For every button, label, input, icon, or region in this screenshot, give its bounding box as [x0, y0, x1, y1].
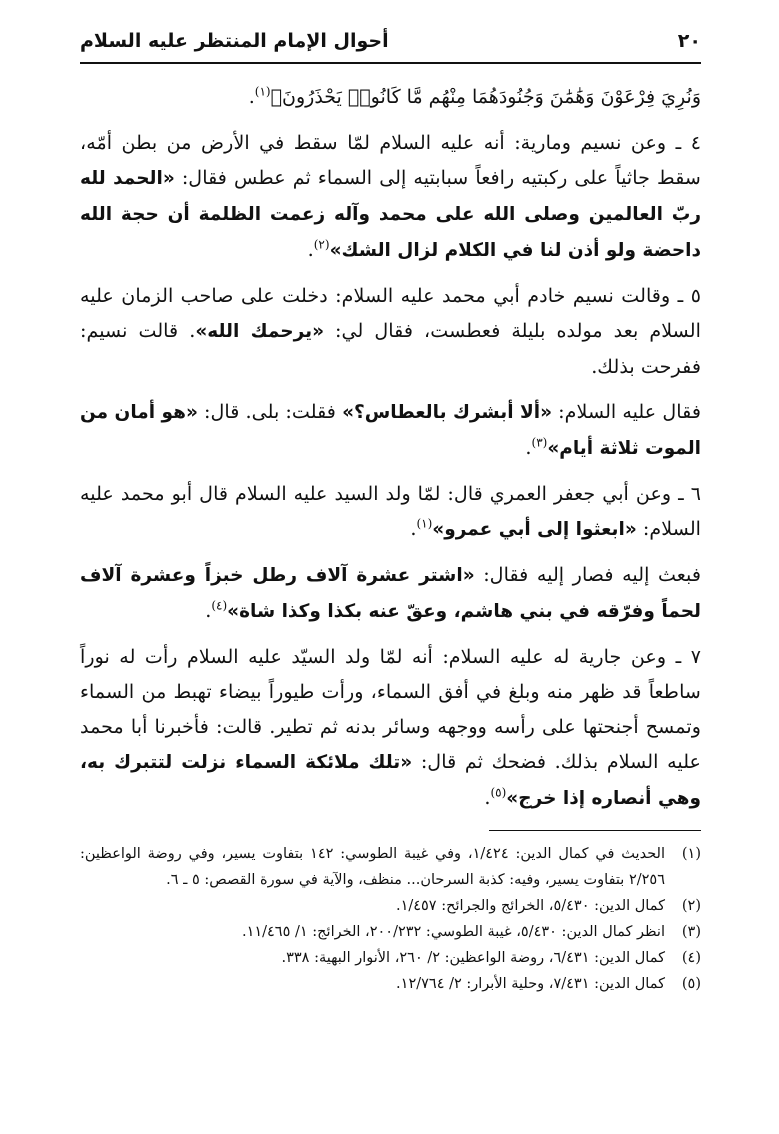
footnote-1 [80, 841, 701, 893]
footnote-number: (٣) [681, 924, 701, 940]
quran-text: وَنُرِيَ فِرْعَوْنَ وَهَٰمَٰنَ وَجُنُودَهُمَا مِنْهُم مَّا كَانُوا۟ يَحْذَرُونَ﴾ [270, 86, 701, 108]
footnote-4 [80, 945, 701, 971]
paragraph-5 [80, 278, 701, 384]
running-title: أحوال الإمام المنتظر عليه السلام [80, 30, 389, 52]
quoted-speech: «ابعثوا إلى أبي عمرو» [432, 519, 637, 540]
quoted-speech: «الحمد لله ربّ العالمين وصلى الله على محمد وآله زعمت الظلمة أن حجة الله داحضة ولو أذن لنا في الكلام لزال الشك» [80, 168, 701, 261]
paragraph-text: ٧ ـ وعن جارية له عليه السلام: أنه لمّا ولد السيّد عليه السلام رأت له نوراً ساطعاً قد ظهر منه وبلغ في أفق السماء، ورأت طيوراً بيضاء تهبط من السماء وتمسح أجنحتها على رأسه ووجهه وسائر بدنه ثم تطير. قالت: فأخبرنا أبا محمد عليه السلام بذلك. فضحك ثم قال: [80, 645, 702, 773]
footnotes [80, 841, 701, 997]
quoted-speech: «هو أمان من الموت ثلاثة أيام» [80, 402, 701, 459]
footnote-ref: (٢) [313, 237, 330, 252]
paragraph-text: فقال عليه السلام: [552, 400, 701, 423]
footnote-ref: (٤) [211, 598, 228, 613]
footnote-number: (٥) [681, 976, 701, 992]
paragraph-text: ٦ ـ وعن أبي جعفر العمري قال: لمّا ولد السيد عليه السلام قال أبو محمد عليه السلام: [80, 482, 701, 540]
paragraph-text: . قالت نسيم: ففرحت بذلك. [80, 319, 701, 378]
footnote-5 [80, 971, 701, 997]
page-header [80, 26, 701, 64]
footnote-ref: (٣) [531, 435, 548, 450]
paragraph-5-cont: فقال عليه السلام: «ألا أبشرك بالعطاس؟» فقلت: بلى. قال: «هو أمان من الموت ثلاثة أيام»$^{(٣)}$. [80, 400, 701, 459]
paragraph-text: ٤ ـ وعن نسيم ومارية: أنه عليه السلام لمّا سقط في الأرض من بطن أمّه، سقط جاثياً على ركبتيه رافعاً سبابتيه إلى السماء ثم عطس فقال: [80, 131, 701, 189]
paragraph-6: ٦ ـ وعن أبي جعفر العمري قال: لمّا ولد السيد عليه السلام قال أبو محمد عليه السلام: «ابعثوا إلى أبي عمرو»$^{(١)}$. [80, 482, 701, 540]
quoted-speech: «يرحمك الله» [195, 321, 325, 342]
page-number: ٢٠ [677, 30, 701, 52]
quoted-speech: «اشتر عشرة آلاف رطل خبزاً وعشرة آلاف لحماً وفرّقه في بني هاشم، وعقّ عنه بكذا وكذا شاة» [80, 565, 701, 622]
footnote-text: كمال الدين: ٧/٤٣١، وحلية الأبرار: ٢/ ١٢/٧٦٤. [396, 976, 665, 992]
footnote-text: انظر كمال الدين: ٥/٤٣٠، غيبة الطوسي: ٢٠٠/٢٣٢، الخرائج: ١/ ١١/٤٦٥. [241, 924, 665, 940]
footnote-3 [80, 919, 701, 945]
paragraph-7: ٧ ـ وعن جارية له عليه السلام: أنه لمّا ولد السيّد عليه السلام رأت له نوراً ساطعاً قد ظهر منه وبلغ في أفق السماء، ورأت طيوراً بيضاء تهبط من السماء وتمسح أجنحتها على رأسه ووجهه وسائر بدنه ثم تطير. قالت: فأخبرنا أبا محمد عليه السلام بذلك. فضحك ثم قال: «تلك ملائكة السماء نزلت لتتبرك به، وهي أنصاره إذا خرج»$^{(٥)}$. [80, 645, 702, 809]
footnote-number: (٤) [681, 950, 701, 966]
footnote-number: (١) [681, 846, 701, 862]
main-text [80, 80, 701, 816]
paragraph-6-cont: فبعث إليه فصار إليه فقال: «اشتر عشرة آلاف رطل خبزاً وعشرة آلاف لحماً وفرّقه في بني هاشم، وعقّ عنه بكذا وكذا شاة»$^{(٤)}$. [80, 563, 701, 622]
paragraph-text: فقلت: بلى. قال: [197, 400, 343, 423]
quoted-speech: «ألا أبشرك بالعطاس؟» [342, 402, 553, 423]
footnote-2 [80, 893, 701, 919]
footnote-text: كمال الدين: ٦/٤٣١، روضة الواعظين: ٢/ ٢٦٠، الأنوار البهية: ٣٣٨. [281, 950, 665, 966]
quoted-speech: «تلك ملائكة السماء نزلت لتتبرك به، وهي أنصاره إذا خرج» [80, 752, 701, 809]
quran-verse: وَنُرِيَ فِرْعَوْنَ وَهَٰمَٰنَ وَجُنُودَهُمَا مِنْهُم مَّا كَانُوا۟ يَحْذَرُونَ﴾$^{(١)}$. [248, 84, 701, 108]
footnote-number: (٢) [681, 898, 701, 914]
footnote-ref: (٥) [490, 785, 507, 800]
footnote-ref: (١) [254, 84, 271, 99]
paragraph-text: فبعث إليه فصار إليه فقال: [474, 563, 701, 586]
footnote-text: كمال الدين: ٥/٤٣٠، الخرائج والجرائح: ١/٤٥٧. [395, 898, 665, 914]
footnote-separator [489, 830, 701, 831]
paragraph-text: ٥ ـ وقالت نسيم خادم أبي محمد عليه السلام: دخلت على صاحب الزمان عليه السلام بعد مولده بليلة فعطست، فقال لي: [80, 284, 701, 342]
footnote-text: الحديث في كمال الدين: ١/٤٢٤، وفي غيبة الطوسي: ١٤٢ بتفاوت يسير، وفي روضة الواعظين: ٢/٢٥٦ بتفاوت يسير، وفيه: كذبة السرحان... منظف، والآية في سورة القصص: ٥ ـ ٦. [80, 846, 665, 888]
footnote-ref: (١) [416, 516, 433, 531]
paragraph-4: ٤ ـ وعن نسيم ومارية: أنه عليه السلام لمّا سقط في الأرض من بطن أمّه، سقط جاثياً على ركبتيه رافعاً سبابتيه إلى السماء ثم عطس فقال: «الحمد لله ربّ العالمين وصلى الله على محمد وآله زعمت الظلمة أن حجة الله داحضة ولو أذن لنا في الكلام لزال الشك»$^{(٢)}$. [80, 131, 701, 261]
